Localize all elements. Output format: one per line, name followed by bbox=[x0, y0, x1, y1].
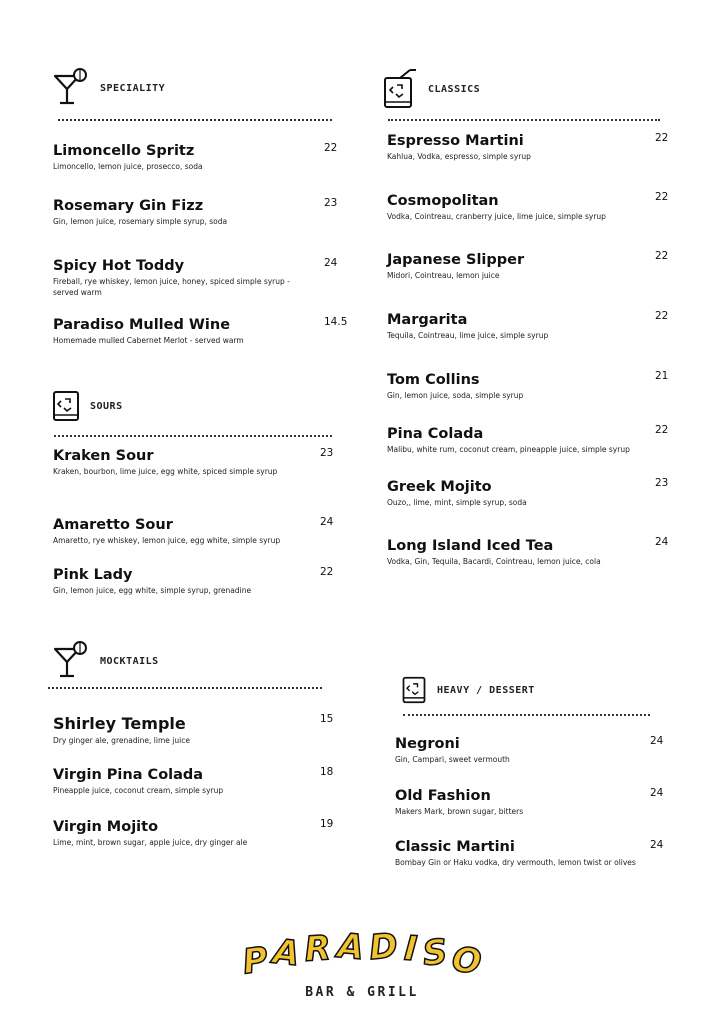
item-name: Pink Lady bbox=[53, 567, 133, 583]
item-name: Kraken Sour bbox=[53, 448, 154, 464]
section-header-sours bbox=[52, 390, 123, 422]
logo-letter: A bbox=[336, 925, 367, 969]
item-name: Virgin Mojito bbox=[53, 819, 159, 835]
menu-item bbox=[53, 257, 308, 298]
item-description: Gin, lemon juice, rosemary simple syrup, soda bbox=[53, 217, 228, 226]
cocktail-glass-icon bbox=[52, 641, 90, 681]
item-description: Kraken, bourbon, lime juice, egg white, spiced simple syrup bbox=[53, 467, 278, 476]
logo-letter: P bbox=[240, 939, 271, 983]
item-description: Vodka, Gin, Tequila, Bacardi, Cointreau, lemon juice, cola bbox=[387, 557, 601, 566]
item-price: 15 bbox=[320, 713, 334, 725]
menu-item bbox=[387, 425, 652, 455]
section-header-mocktails bbox=[52, 641, 159, 681]
menu-item bbox=[387, 311, 652, 341]
item-name: Paradiso Mulled Wine bbox=[53, 317, 231, 333]
item-description: Ouzo,, lime, mint, simple syrup, soda bbox=[387, 498, 527, 507]
menu-item bbox=[387, 251, 652, 281]
item-name: Amaretto Sour bbox=[53, 517, 173, 533]
item-price: 24 bbox=[650, 839, 664, 851]
section-title: MOCKTAILS bbox=[100, 655, 159, 667]
menu-item bbox=[395, 838, 650, 868]
menu-item bbox=[53, 714, 318, 746]
item-price: 23 bbox=[655, 477, 669, 489]
item-description: Vodka, Cointreau, cranberry juice, lime juice, simple syrup bbox=[387, 212, 606, 221]
menu-item bbox=[53, 316, 318, 346]
item-name: Pina Colada bbox=[387, 426, 484, 442]
menu-item bbox=[395, 735, 645, 765]
item-price: 24 bbox=[320, 516, 334, 528]
dotted-divider bbox=[58, 119, 332, 121]
logo-letter: A bbox=[271, 931, 302, 975]
rocks-glass-straw-icon bbox=[380, 68, 418, 110]
menu-item bbox=[395, 787, 645, 817]
item-name: Tom Collins bbox=[387, 372, 480, 388]
logo-letter: I bbox=[403, 928, 419, 970]
section-header-classics bbox=[380, 68, 480, 110]
item-name: Greek Mojito bbox=[387, 479, 492, 495]
item-name: Long Island Iced Tea bbox=[387, 538, 554, 554]
logo-letter: O bbox=[449, 939, 484, 983]
item-name: Margarita bbox=[387, 312, 468, 328]
section-header-heavy-dessert bbox=[401, 676, 535, 704]
item-price: 22 bbox=[655, 191, 669, 203]
menu-item bbox=[387, 192, 652, 222]
item-name: Limoncello Spritz bbox=[53, 143, 195, 159]
menu-item bbox=[387, 478, 652, 508]
item-description: Dry ginger ale, grenadine, lime juice bbox=[53, 736, 190, 745]
item-description: Lime, mint, brown sugar, apple juice, dry ginger ale bbox=[53, 838, 248, 847]
item-description: Kahlua, Vodka, espresso, simple syrup bbox=[387, 152, 531, 161]
item-description: Gin, lemon juice, egg white, simple syrup, grenadine bbox=[53, 586, 252, 595]
item-price: 23 bbox=[324, 197, 338, 209]
item-description: Limoncello, lemon juice, prosecco, soda bbox=[53, 162, 203, 171]
section-title: HEAVY / DESSERT bbox=[437, 684, 535, 696]
menu-item bbox=[53, 197, 308, 227]
item-description: Amaretto, rye whiskey, lemon juice, egg white, simple syrup bbox=[53, 536, 281, 545]
menu-item bbox=[387, 537, 652, 567]
item-price: 24 bbox=[655, 536, 669, 548]
item-description: Midori, Cointreau, lemon juice bbox=[387, 271, 500, 280]
item-description: Malibu, white rum, coconut cream, pineapple juice, simple syrup bbox=[387, 445, 630, 454]
menu-item bbox=[53, 818, 318, 848]
item-name: Japanese Slipper bbox=[387, 252, 525, 268]
item-name: Espresso Martini bbox=[387, 133, 524, 149]
item-name: Old Fashion bbox=[395, 788, 491, 804]
item-price: 14.5 bbox=[324, 316, 348, 328]
cocktail-glass-icon bbox=[52, 68, 90, 108]
menu-item bbox=[387, 132, 652, 162]
item-name: Classic Martini bbox=[395, 839, 515, 855]
section-title: SPECIALITY bbox=[100, 82, 166, 94]
item-price: 22 bbox=[655, 310, 669, 322]
item-name: Rosemary Gin Fizz bbox=[53, 198, 204, 214]
item-price: 18 bbox=[320, 766, 334, 778]
item-name: Negroni bbox=[395, 736, 460, 752]
menu-item bbox=[53, 566, 318, 596]
item-price: 24 bbox=[650, 787, 664, 799]
item-description: Pineapple juice, coconut cream, simple syrup bbox=[53, 786, 224, 795]
item-name: Shirley Temple bbox=[53, 714, 186, 733]
menu-item bbox=[387, 371, 652, 401]
brand-subtitle: BAR & GRILL bbox=[305, 985, 419, 1000]
logo-letter: S bbox=[420, 931, 449, 975]
item-price: 22 bbox=[655, 250, 669, 262]
logo-letter: R bbox=[303, 928, 333, 970]
item-name: Spicy Hot Toddy bbox=[53, 258, 185, 274]
dotted-divider bbox=[388, 119, 660, 121]
item-price: 22 bbox=[324, 142, 338, 154]
item-description: Makers Mark, brown sugar, bitters bbox=[395, 807, 524, 816]
brand-logo bbox=[0, 925, 724, 983]
item-description: Homemade mulled Cabernet Merlot - served warm bbox=[53, 336, 244, 345]
section-title: SOURS bbox=[90, 400, 123, 412]
menu-item bbox=[53, 516, 318, 546]
dotted-divider bbox=[54, 435, 332, 437]
item-name: Cosmopolitan bbox=[387, 193, 499, 209]
rocks-glass-icon bbox=[52, 390, 80, 422]
item-description: Fireball, rye whiskey, lemon juice, honey, spiced simple syrup - served warm bbox=[53, 277, 290, 297]
item-price: 19 bbox=[320, 818, 334, 830]
item-description: Tequila, Cointreau, lime juice, simple syrup bbox=[387, 331, 549, 340]
dotted-divider bbox=[48, 687, 322, 689]
item-description: Gin, Campari, sweet vermouth bbox=[395, 755, 510, 764]
item-price: 24 bbox=[324, 257, 338, 269]
item-price: 22 bbox=[655, 132, 669, 144]
item-description: Gin, lemon juice, soda, simple syrup bbox=[387, 391, 524, 400]
menu-item bbox=[53, 142, 308, 172]
dotted-divider bbox=[403, 714, 650, 716]
menu-item bbox=[53, 447, 318, 477]
section-header-speciality bbox=[52, 68, 165, 108]
section-title: CLASSICS bbox=[428, 83, 481, 95]
rocks-glass-icon bbox=[401, 676, 427, 704]
item-name: Virgin Pina Colada bbox=[53, 767, 204, 783]
item-price: 22 bbox=[655, 424, 669, 436]
item-price: 23 bbox=[320, 447, 334, 459]
item-price: 24 bbox=[650, 735, 664, 747]
menu-item bbox=[53, 766, 318, 796]
logo-letter: D bbox=[367, 925, 399, 969]
item-description: Bombay Gin or Haku vodka, dry vermouth, lemon twist or olives bbox=[395, 858, 636, 867]
item-price: 21 bbox=[655, 370, 669, 382]
item-price: 22 bbox=[320, 566, 334, 578]
